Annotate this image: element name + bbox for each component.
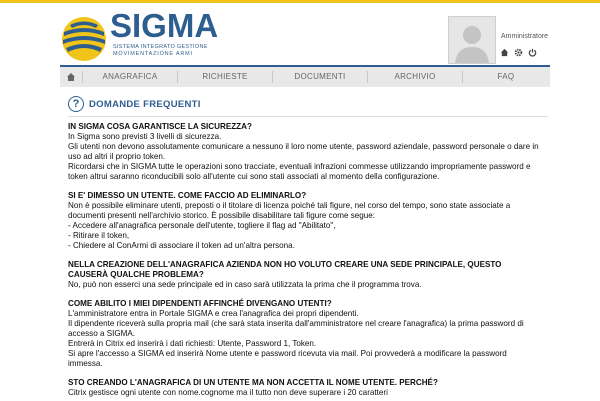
faq-answer-line: - Chiedere al ConArmi di associare il token ad un'altra persona. (68, 241, 295, 250)
user-silhouette-icon (449, 17, 495, 63)
nav-item-faq[interactable]: FAQ (497, 72, 515, 81)
gear-icon[interactable] (514, 48, 523, 57)
home-icon[interactable] (500, 48, 509, 57)
faq-answer-line: Gli utenti non devono assolutamente comunicare a nessuno il loro nome utente, password aziendale, password personale o dare in (68, 142, 539, 151)
nav-item-archivio[interactable]: ARCHIVIO (394, 72, 436, 81)
faq-question-5: STO CREANDO L'ANAGRAFICA DI UN UTENTE MA NON ACCETTA IL NOME UTENTE. PERCHÉ? (68, 378, 438, 387)
avatar (448, 16, 496, 64)
power-icon[interactable] (528, 48, 537, 57)
faq-answer-line: Entrerà in Citrix ed inserirà i dati richiesti: Utente, Password 1, Token. (68, 339, 317, 348)
faq-answer-line: Non è possibile eliminare utenti, preposti o il titolare di licenza poiché tali figure, nel corso del tempo, sono state associate a (68, 201, 511, 210)
brand-tagline-2: MOVIMENTAZIONE ARMI (113, 51, 193, 57)
nav-item-richieste[interactable]: RICHIESTE (202, 72, 248, 81)
brand-name: SIGMA (110, 7, 219, 44)
faq-answer-line: token altrui saranno riconducibili solo all'utente cui sono stati associati al momento della configurazione. (68, 172, 440, 181)
faq-question-1: IN SIGMA COSA GARANTISCE LA SICUREZZA? (68, 122, 252, 131)
faq-answer-line: accesso a SIGMA. (68, 329, 136, 338)
faq-header (68, 95, 548, 117)
faq-answer-line: documenti presenti nell'archivio storico. È possibile disabilitare tali figure come segue: (68, 211, 376, 220)
main-navbar (60, 65, 550, 87)
faq-answer-line: Citrix gestisce ogni utente con nome.cognome ma il tutto non deve superare i 20 caratteri (68, 388, 388, 397)
nav-home-icon[interactable] (60, 67, 82, 87)
faq-answer-line: Il dipendente riceverà sulla propria mail (che sarà stata inserita dall'amministratore nel creare l'anagrafica) la prima password di (68, 319, 524, 328)
faq-question-4: COME ABILITO I MIEI DIPENDENTI AFFINCHÉ DIVENGANO UTENTI? (68, 299, 332, 308)
username-label: Amministratore (501, 33, 549, 40)
faq-answer-line: Ricordarsi che in SIGMA tutte le operazioni sono tracciate, eventuali infrazioni commesse utilizzando impropriamente password e (68, 162, 531, 171)
faq-answer-line: uso ad altri il proprio token. (68, 152, 166, 161)
faq-answer-line: In Sigma sono previsti 3 livelli di sicurezza. (68, 132, 222, 141)
faq-question-3-cont: CAUSERÀ QUALCHE PROBLEMA? (68, 270, 204, 279)
faq-answer-line: No, può non esserci una sede principale ed in caso sarà utilizzata la prima che il programma trova. (68, 280, 422, 289)
faq-title: DOMANDE FREQUENTI (89, 98, 201, 110)
faq-content (68, 95, 548, 398)
faq-answer-line: immessa. (68, 359, 103, 368)
faq-answer-line: - Ritirare il token, (68, 231, 130, 240)
question-circle-icon: ? (68, 96, 84, 112)
faq-question-2: SI E' DIMESSO UN UTENTE. COME FACCIO AD ELIMINARLO? (68, 191, 307, 200)
faq-answer-line: - Accedere all'anagrafica personale dell'utente, togliere il flag ad "Abilitato", (68, 221, 336, 230)
nav-item-anagrafica[interactable]: ANAGRAFICA (102, 72, 158, 81)
faq-answer-line: Si apre l'accesso a SIGMA ed inserirà Nome utente e password ricevuta via mail. Poi provvederà a modificare la password (68, 349, 507, 358)
faq-question-3: NELLA CREAZIONE DELL'ANAGRAFICA AZIENDA NON HO VOLUTO CREARE UNA SEDE PRINCIPALE, QUESTO (68, 260, 502, 269)
brand-tagline-1: SISTEMA INTEGRATO GESTIONE (113, 44, 208, 50)
nav-item-documenti[interactable]: DOCUMENTI (294, 72, 346, 81)
faq-answer-line: L'amministratore entra in Portale SIGMA e crea l'anagrafica dei propri dipendenti. (68, 309, 359, 318)
sigma-logo (60, 15, 108, 63)
header (0, 3, 600, 65)
